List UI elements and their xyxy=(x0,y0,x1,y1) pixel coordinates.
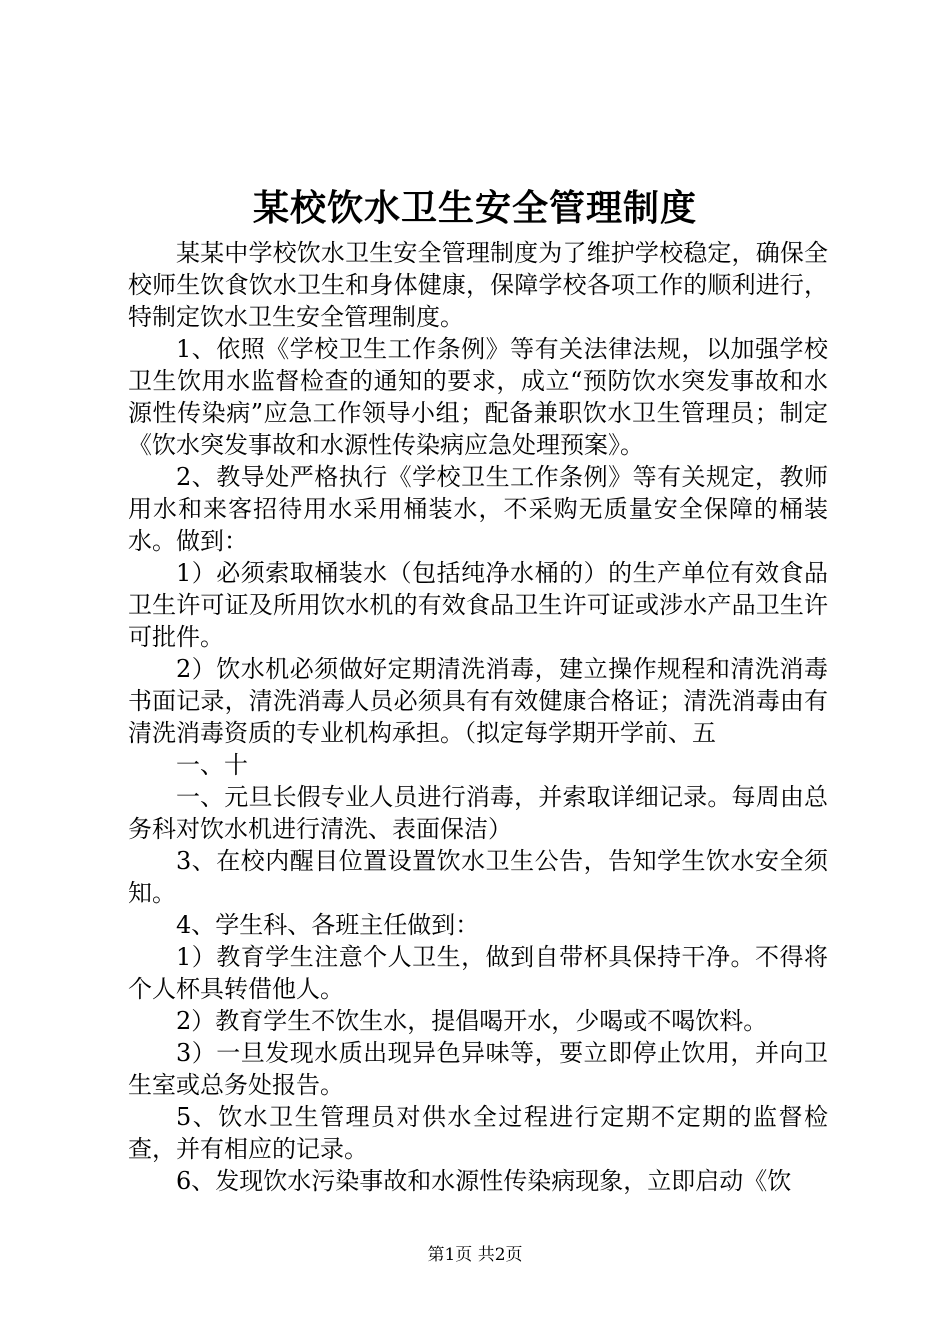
paragraph-item-6: 6、发现饮水污染事故和水源性传染病现象，立即启动《饮 xyxy=(176,1167,792,1195)
paragraph-item-3: 3、在校内醒目位置设置饮水卫生公告，告知学生饮水安全须知。 xyxy=(128,847,828,907)
paragraph-intro: 某某中学校饮水卫生安全管理制度为了维护学校稳定，确保全校师生饮食饮水卫生和身体健康，保障学校各项工作的顺利进行，特制定饮水卫生安全管理制度。 xyxy=(128,239,828,331)
paragraph-fragment-b: 一、元旦长假专业人员进行消毒，并索取详细记录。每周由总务科对饮水机进行清洗、表面保洁） xyxy=(128,783,828,843)
document-title: 某校饮水卫生安全管理制度 xyxy=(252,187,697,229)
page-footer: 第1页 共2页 xyxy=(427,1245,523,1265)
paragraph-item-5: 5、饮水卫生管理员对供水全过程进行定期不定期的监督检查，并有相应的记录。 xyxy=(128,1103,828,1163)
paragraph-item-4-sub-2: 2）教育学生不饮生水，提倡喝开水，少喝或不喝饮料。 xyxy=(176,1007,768,1035)
paragraph-item-2-sub-1: 1）必须索取桶装水（包括纯净水桶的）的生产单位有效食品卫生许可证及所用饮水机的有效食品卫生许可证或涉水产品卫生许可批件。 xyxy=(128,559,828,651)
paragraph-item-4: 4、学生科、各班主任做到： xyxy=(176,911,480,939)
paragraph-item-1: 1、依照《学校卫生工作条例》等有关法律法规，以加强学校卫生饮用水监督检查的通知的要求，成立“预防饮水突发事故和水源性传染病”应急工作领导小组；配备兼职饮水卫生管理员；制定《饮水突发事故和水源性传染病应急处理预案》。 xyxy=(128,335,828,459)
paragraph-item-2: 2、教导处严格执行《学校卫生工作条例》等有关规定，教师用水和来客招待用水采用桶装水，不采购无质量安全保障的桶装水。做到： xyxy=(128,463,828,555)
paragraph-fragment-a: 一、十 xyxy=(176,751,248,779)
paragraph-item-4-sub-1: 1）教育学生注意个人卫生，做到自带杯具保持干净。不得将个人杯具转借他人。 xyxy=(128,943,828,1003)
document-body xyxy=(128,237,828,1197)
paragraph-item-2-sub-2: 2）饮水机必须做好定期清洗消毒，建立操作规程和清洗消毒书面记录，清洗消毒人员必须具有有效健康合格证；清洗消毒由有清洗消毒资质的专业机构承担。（拟定每学期开学前、五 xyxy=(128,655,828,747)
paragraph-item-4-sub-3: 3）一旦发现水质出现异色异味等，要立即停止饮用，并向卫生室或总务处报告。 xyxy=(128,1039,828,1099)
